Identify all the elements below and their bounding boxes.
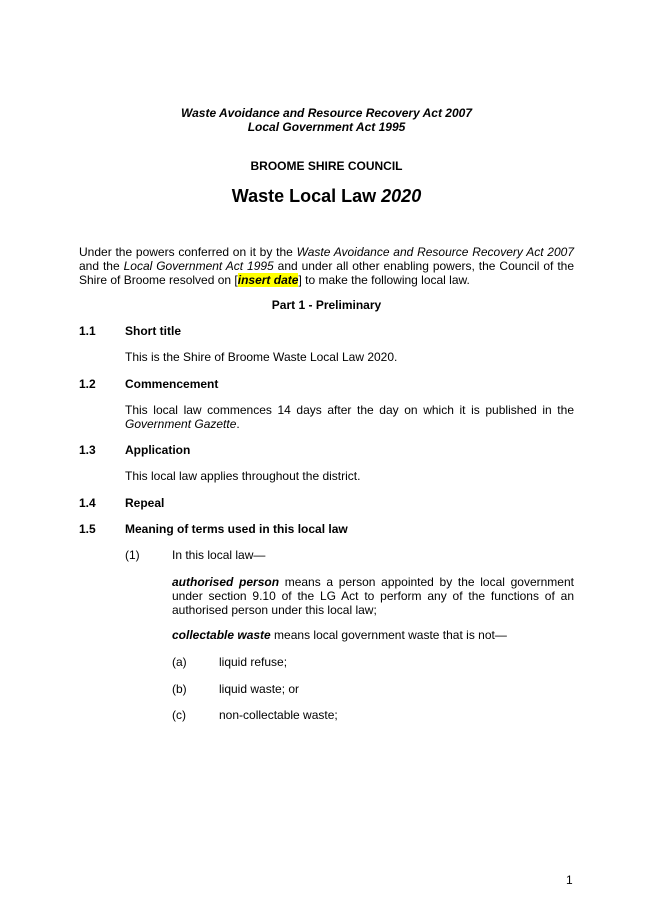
section-number: 1.1 xyxy=(79,324,96,338)
act-title-2: Local Government Act 1995 xyxy=(247,120,406,134)
preamble xyxy=(79,245,574,287)
definition-text: means a person appointed by the local government under section 9.10 of the LG Act to perform any of the functions of an authorised person under this local law; xyxy=(172,575,574,617)
defined-term: collectable waste xyxy=(172,628,271,642)
subsection-text: In this local law— xyxy=(172,548,266,562)
list-item-label: (a) xyxy=(172,655,187,669)
part-heading: Part 1 - Preliminary xyxy=(271,298,382,312)
preamble-act-1: Waste Avoidance and Resource Recovery Act 2007 xyxy=(296,245,574,259)
title-main: Waste Local Law xyxy=(231,186,382,206)
council-name: BROOME SHIRE COUNCIL xyxy=(250,159,403,173)
section-body-text: This local law commences 14 days after the day on which it is published in the xyxy=(125,403,574,417)
section-heading: Repeal xyxy=(125,496,165,510)
list-item-text: non-collectable waste; xyxy=(219,708,338,722)
document-title xyxy=(0,185,653,207)
title-year: 2020 xyxy=(381,186,422,206)
section-body xyxy=(125,403,574,431)
section-body-end: . xyxy=(236,417,240,431)
preamble-text-3: and under all other enabling powers, the Council of the Shire of Broome resolved on [ xyxy=(79,259,575,287)
section-heading: Meaning of terms used in this local law xyxy=(125,522,348,536)
preamble-text-4: ] to make the following local law. xyxy=(298,273,470,287)
section-heading: Commencement xyxy=(125,377,219,391)
section-body: This local law applies throughout the district. xyxy=(125,469,361,483)
definition-text: means local government waste that is not— xyxy=(270,628,507,642)
list-item-text: liquid waste; or xyxy=(219,682,300,696)
act-title-1: Waste Avoidance and Resource Recovery Act 2007 xyxy=(180,106,473,120)
insert-date-placeholder: insert date xyxy=(237,273,299,287)
section-number: 1.3 xyxy=(79,443,96,457)
gazette-name: Government Gazette xyxy=(125,417,237,431)
section-heading: Short title xyxy=(125,324,181,338)
definition-authorised-person xyxy=(172,575,574,617)
list-item-label: (b) xyxy=(172,682,187,696)
preamble-text-1: Under the powers conferred on it by the xyxy=(79,245,297,259)
defined-term: authorised person xyxy=(172,575,280,589)
section-number: 1.5 xyxy=(79,522,96,536)
list-item-text: liquid refuse; xyxy=(219,655,288,669)
section-body: This is the Shire of Broome Waste Local Law 2020. xyxy=(125,350,398,364)
subsection-number: (1) xyxy=(125,548,140,562)
preamble-act-2: Local Government Act 1995 xyxy=(123,259,274,273)
section-number: 1.4 xyxy=(79,496,96,510)
page-number: 1 xyxy=(566,873,573,887)
preamble-text-2: and the xyxy=(79,259,124,273)
section-heading: Application xyxy=(125,443,191,457)
list-item-label: (c) xyxy=(172,708,186,722)
definition-collectable-waste xyxy=(172,628,507,642)
section-number: 1.2 xyxy=(79,377,96,391)
